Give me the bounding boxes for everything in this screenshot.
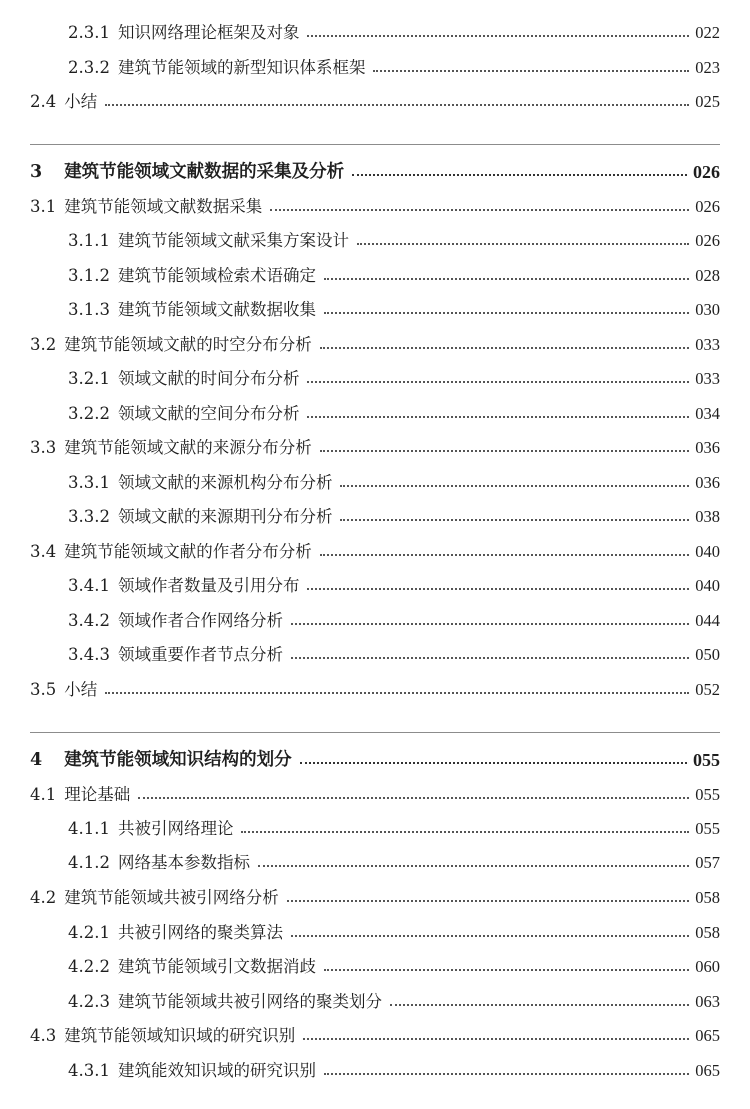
entry-number: 3.2.2 (68, 404, 110, 423)
entry-title: 小结 (64, 92, 98, 111)
entry-number: 3.5 (30, 680, 57, 699)
toc-entry-3-3-2[interactable] (68, 500, 720, 534)
dot-leader (287, 900, 690, 902)
toc-entry-4-2-3[interactable] (68, 985, 720, 1019)
entry-title: 小结 (64, 680, 98, 699)
toc-entry-4-1[interactable] (30, 778, 720, 812)
entry-page-number: 058 (695, 923, 720, 942)
entry-title: 建筑节能领域检索术语确定 (117, 266, 316, 285)
entry-title: 建筑节能领域文献的来源分布分析 (64, 438, 312, 457)
entry-title: 领域文献的时间分布分析 (117, 369, 300, 388)
toc-entry-3-2-2[interactable] (68, 397, 720, 431)
chapter-divider (30, 144, 720, 145)
chapter-number: 3 (30, 162, 43, 182)
entry-page-number: 036 (695, 438, 720, 457)
entry-title: 理论基础 (64, 785, 131, 804)
dot-leader (303, 1038, 689, 1040)
dot-leader (307, 416, 689, 418)
dot-leader (320, 554, 690, 556)
toc-entry-3-2-1[interactable] (68, 362, 720, 396)
dot-leader (324, 1073, 689, 1075)
dot-leader (320, 347, 690, 349)
dot-leader (241, 831, 689, 833)
chapter-title: 建筑节能领域知识结构的划分 (64, 750, 292, 770)
entry-page-number: 028 (695, 266, 720, 285)
entry-title: 领域文献的来源期刊分布分析 (117, 507, 333, 526)
dot-leader (340, 485, 689, 487)
toc-entry-2-3-1[interactable] (68, 16, 720, 50)
entry-number: 4.2.1 (68, 923, 110, 942)
entry-number: 4.1 (30, 785, 57, 804)
entry-title: 建筑能效知识域的研究识别 (117, 1061, 316, 1080)
dot-leader (373, 70, 689, 72)
entry-page-number: 034 (695, 404, 720, 423)
entry-number: 3.3.1 (68, 473, 110, 492)
toc-entry-3-1-1[interactable] (68, 224, 720, 258)
dot-leader (324, 969, 689, 971)
dot-leader (390, 1004, 689, 1006)
toc-entry-3-1-3[interactable] (68, 293, 720, 327)
chapter-page-number: 026 (693, 162, 720, 182)
entry-number: 4.3 (30, 1026, 57, 1045)
toc-entry-3-5[interactable] (30, 673, 720, 707)
dot-leader (324, 278, 689, 280)
chapter-page-number: 055 (693, 750, 720, 770)
entry-number: 3.1.2 (68, 266, 110, 285)
toc-entry-3-4-1[interactable] (68, 569, 720, 603)
entry-title: 领域作者数量及引用分布 (117, 576, 300, 595)
dot-leader (307, 381, 689, 383)
toc-entry-3-2[interactable] (30, 328, 720, 362)
entry-number: 3.4 (30, 542, 57, 561)
dot-leader (300, 762, 687, 764)
entry-page-number: 050 (695, 645, 720, 664)
entry-number: 3.3.2 (68, 507, 110, 526)
dot-leader (307, 588, 689, 590)
entry-page-number: 025 (695, 92, 720, 111)
entry-number: 3.1.3 (68, 300, 110, 319)
entry-number: 3.4.3 (68, 645, 110, 664)
dot-leader (105, 692, 689, 694)
dot-leader (258, 865, 689, 867)
dot-leader (138, 797, 689, 799)
entry-page-number: 022 (695, 23, 720, 42)
entry-title: 建筑节能领域文献采集方案设计 (117, 231, 349, 250)
dot-leader (352, 174, 687, 176)
entry-page-number: 026 (695, 197, 720, 216)
toc-entry-3-3[interactable] (30, 431, 720, 465)
entry-number: 4.3.1 (68, 1061, 110, 1080)
entry-title: 领域作者合作网络分析 (117, 611, 283, 630)
entry-page-number: 036 (695, 473, 720, 492)
entry-page-number: 030 (695, 300, 720, 319)
entry-page-number: 038 (695, 507, 720, 526)
entry-number: 3.1.1 (68, 231, 110, 250)
toc-entry-4-2[interactable] (30, 881, 720, 915)
entry-number: 3.4.2 (68, 611, 110, 630)
toc-entry-3-1-2[interactable] (68, 259, 720, 293)
entry-number: 3.3 (30, 438, 57, 457)
toc-entry-4-2-1[interactable] (68, 916, 720, 950)
entry-number: 2.3.1 (68, 23, 110, 42)
toc-entry-2-4[interactable] (30, 85, 720, 119)
dot-leader (320, 450, 690, 452)
entry-title: 建筑节能领域引文数据消歧 (117, 957, 316, 976)
entry-page-number: 055 (695, 819, 720, 838)
toc-entry-2-3-2[interactable] (68, 51, 720, 85)
entry-title: 共被引网络的聚类算法 (117, 923, 283, 942)
entry-title: 建筑节能领域知识域的研究识别 (64, 1026, 296, 1045)
toc-entry-3-4-3[interactable] (68, 638, 720, 672)
toc-entry-3-4-2[interactable] (68, 604, 720, 638)
entry-title: 知识网络理论框架及对象 (117, 23, 300, 42)
entry-number: 4.2.2 (68, 957, 110, 976)
toc-entry-3-4[interactable] (30, 535, 720, 569)
entry-number: 3.2.1 (68, 369, 110, 388)
dot-leader (291, 623, 689, 625)
entry-number: 3.2 (30, 335, 57, 354)
entry-page-number: 052 (695, 680, 720, 699)
chapter-number: 4 (30, 750, 43, 770)
dot-leader (291, 657, 689, 659)
dot-leader (291, 935, 689, 937)
entry-page-number: 063 (695, 992, 720, 1011)
dot-leader (270, 209, 689, 211)
entry-page-number: 065 (695, 1061, 720, 1080)
entry-title: 网络基本参数指标 (117, 853, 250, 872)
entry-title: 建筑节能领域共被引网络的聚类划分 (117, 992, 382, 1011)
entry-number: 3.4.1 (68, 576, 110, 595)
entry-page-number: 058 (695, 888, 720, 907)
entry-page-number: 040 (695, 542, 720, 561)
chapter-divider (30, 732, 720, 733)
entry-number: 4.2 (30, 888, 57, 907)
entry-page-number: 023 (695, 58, 720, 77)
entry-page-number: 065 (695, 1026, 720, 1045)
toc-entry-3-3-1[interactable] (68, 466, 720, 500)
toc-chapter-3[interactable] (30, 155, 720, 189)
entry-page-number: 055 (695, 785, 720, 804)
toc-entry-4-1-2[interactable] (68, 846, 720, 880)
entry-title: 建筑节能领域文献的时空分布分析 (64, 335, 312, 354)
toc-entry-3-1[interactable] (30, 190, 720, 224)
entry-page-number: 060 (695, 957, 720, 976)
entry-title: 领域文献的来源机构分布分析 (117, 473, 333, 492)
entry-title: 领域重要作者节点分析 (117, 645, 283, 664)
entry-page-number: 026 (695, 231, 720, 250)
entry-page-number: 044 (695, 611, 720, 630)
toc-entry-4-2-2[interactable] (68, 950, 720, 984)
entry-number: 4.1.1 (68, 819, 110, 838)
dot-leader (340, 519, 689, 521)
entry-number: 2.4 (30, 92, 57, 111)
entry-title: 建筑节能领域文献数据采集 (64, 197, 263, 216)
entry-number: 4.1.2 (68, 853, 110, 872)
entry-title: 共被引网络理论 (117, 819, 234, 838)
dot-leader (324, 312, 689, 314)
entry-title: 建筑节能领域文献数据收集 (117, 300, 316, 319)
entry-page-number: 033 (695, 369, 720, 388)
dot-leader (105, 104, 689, 106)
entry-number: 3.1 (30, 197, 57, 216)
entry-number: 4.2.3 (68, 992, 110, 1011)
dot-leader (307, 35, 689, 37)
entry-title: 领域文献的空间分布分析 (117, 404, 300, 423)
dot-leader (357, 243, 689, 245)
entry-page-number: 057 (695, 853, 720, 872)
toc-entry-4-3-1[interactable] (68, 1054, 720, 1088)
entry-title: 建筑节能领域文献的作者分布分析 (64, 542, 312, 561)
entry-title: 建筑节能领域的新型知识体系框架 (117, 58, 366, 77)
toc-entry-4-1-1[interactable] (68, 812, 720, 846)
entry-number: 2.3.2 (68, 58, 110, 77)
entry-title: 建筑节能领域共被引网络分析 (64, 888, 279, 907)
toc-chapter-4[interactable] (30, 743, 720, 777)
chapter-title: 建筑节能领域文献数据的采集及分析 (64, 162, 345, 182)
entry-page-number: 033 (695, 335, 720, 354)
toc-entry-4-3[interactable] (30, 1019, 720, 1053)
entry-page-number: 040 (695, 576, 720, 595)
